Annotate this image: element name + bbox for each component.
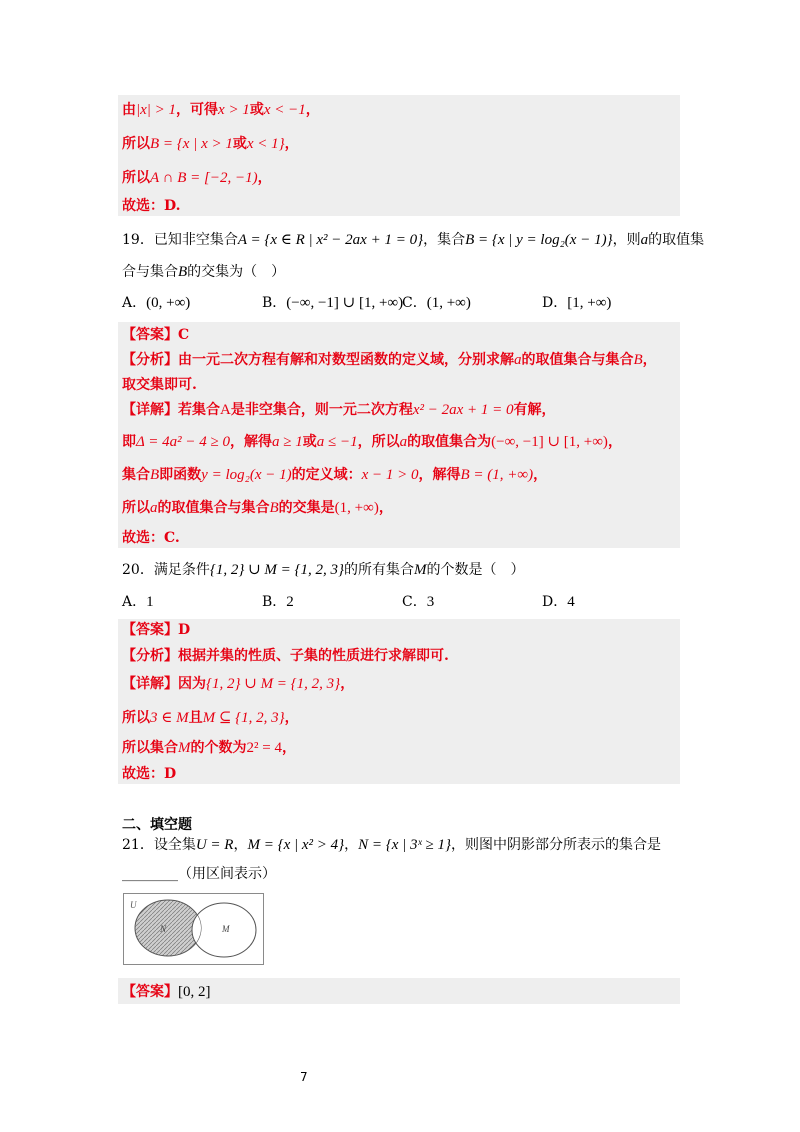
text: 的定义域： [291, 467, 362, 483]
option-a: A．(0, +∞) [122, 295, 191, 311]
analysis-line: 【分析】根据并集的性质、子集的性质进行求解即可. [122, 648, 449, 664]
text: ， [305, 102, 320, 118]
formula: a [399, 434, 408, 450]
formula: B [178, 264, 188, 280]
analysis-line [122, 350, 657, 370]
text: ， [284, 136, 299, 152]
text: 是非空集合，则一元二次方程 [230, 402, 413, 418]
formula: M [178, 740, 191, 756]
formula: N = {x | 3ˣ ≥ 1} [358, 837, 452, 853]
text: 即 [122, 434, 136, 450]
detail-line [122, 465, 547, 485]
formula: [0, 2] [178, 984, 211, 1000]
option-d: D．[1, +∞) [542, 295, 612, 311]
text: ， [378, 500, 393, 516]
label-u: U [130, 900, 137, 910]
text: 的取值集 [648, 232, 705, 248]
formula: Δ = 4a² − 4 ≥ 0 [136, 434, 231, 450]
formula: M [414, 562, 427, 578]
choice-line: 故选：D. [122, 198, 181, 214]
text: 的取值集合为 [407, 434, 492, 450]
set-n-circle [135, 900, 201, 956]
text: 20．满足条件 [122, 562, 210, 578]
answer-blank: ________ [122, 866, 178, 882]
text: ，集合 [423, 232, 466, 248]
answer-line [122, 982, 211, 1002]
text: 【分析】由一元二次方程有解和对数型函数的定义域，分别求解 [122, 352, 514, 368]
text: 【详解】若集合 [122, 402, 220, 418]
section-heading: 二、填空题 [122, 817, 192, 833]
formula: (−∞, −1] ∪ [1, +∞) [491, 434, 608, 450]
question-21-stem [122, 835, 661, 855]
formula: U = R [195, 837, 234, 853]
question-21-stem-cont [122, 864, 276, 884]
text: 所以 [122, 710, 150, 726]
answer-label: 【答案】C [122, 327, 190, 343]
formula: M = {x | x² > 4} [247, 837, 345, 853]
text: ，可得 [176, 102, 219, 118]
text: 合与集合 [122, 264, 178, 280]
formula: 2² = 4 [246, 740, 282, 756]
text: 【详解】因为 [122, 676, 206, 692]
text: ，则图中阴影部分所表示的集合是 [451, 837, 662, 853]
solution-line [122, 168, 272, 188]
formula: B = (1, +∞) [460, 467, 534, 483]
formula: a [640, 232, 649, 248]
text: 有解， [513, 402, 556, 418]
formula: B [633, 352, 643, 368]
formula: 3 ∈ M [150, 710, 189, 726]
formula: x < 1} [246, 136, 285, 152]
detail-line [122, 738, 296, 758]
text: 所以集合 [122, 740, 178, 756]
formula: a [150, 500, 158, 516]
choice-line: 故选：C. [122, 530, 180, 546]
text: ， [281, 740, 296, 756]
text: 所以 [122, 170, 150, 186]
formula: x − 1 > 0 [361, 467, 419, 483]
formula: (1, +∞) [334, 500, 379, 516]
text: 的所有集合 [344, 562, 415, 578]
solution-line [122, 134, 299, 154]
detail-line [122, 400, 556, 420]
page-number: 7 [300, 1070, 308, 1084]
option-a: A．1 [122, 594, 154, 610]
question-20-stem [122, 560, 525, 580]
text: 的个数是（ ） [426, 562, 525, 578]
text: 即函数 [159, 467, 202, 483]
detail-line [122, 674, 354, 694]
text: （用区间表示） [178, 866, 276, 882]
text: ， [344, 837, 359, 853]
text: 所以 [122, 136, 150, 152]
formula: x > 1 [218, 102, 250, 118]
text: 19．已知非空集合 [122, 232, 238, 248]
question-19-stem [122, 230, 704, 250]
text: ， [284, 710, 299, 726]
option-d: D．4 [542, 594, 575, 610]
formula: y = log₂(x − 1) [201, 467, 292, 483]
formula: x < −1 [263, 102, 306, 118]
formula: x² − 2ax + 1 = 0 [412, 402, 514, 418]
text: 所以 [122, 500, 150, 516]
formula: B = {x | x > 1 [150, 136, 233, 152]
text: 的交集是 [278, 500, 335, 516]
formula: {1, 2} ∪ M = {1, 2, 3} [206, 676, 341, 692]
text: ，则 [612, 232, 641, 248]
text: ，解得 [230, 434, 273, 450]
text: ， [607, 434, 622, 450]
formula: a ≥ 1 [272, 434, 303, 450]
text: 且 [188, 710, 203, 726]
text: 由 [122, 102, 136, 118]
text: 的取值集合与集合 [521, 352, 634, 368]
formula: A = {x ∈ R | x² − 2ax + 1 = 0} [237, 232, 424, 248]
formula: B = {x | y = log₂(x − 1)} [465, 232, 613, 248]
formula: A ∩ B = [−2, −1) [150, 170, 258, 186]
text: ， [233, 837, 248, 853]
formula: B [269, 500, 279, 516]
formula: |x| > 1 [136, 102, 177, 118]
text: 集合 [122, 467, 150, 483]
text: 的取值集合与集合 [157, 500, 270, 516]
text: 或 [302, 434, 317, 450]
text: 21．设全集 [122, 837, 196, 853]
text: ， [533, 467, 548, 483]
text: 的交集为（ ） [187, 264, 286, 280]
text: 或 [232, 136, 247, 152]
answer-block-20 [118, 619, 680, 784]
option-b: B．(−∞, −1] ∪ [1, +∞) [262, 295, 404, 311]
question-19-stem-cont [122, 262, 285, 282]
answer-label: 【答案】D [122, 622, 191, 638]
detail-line [122, 432, 622, 452]
option-b: B．2 [262, 594, 294, 610]
text: 或 [249, 102, 264, 118]
option-c: C．(1, +∞) [402, 295, 471, 311]
label-m: M [222, 924, 230, 934]
formula: A [220, 402, 231, 418]
text: ，解得 [418, 467, 461, 483]
detail-line [122, 498, 393, 518]
detail-line [122, 708, 299, 728]
solution-line [122, 100, 320, 120]
formula: M ⊆ {1, 2, 3} [202, 710, 285, 726]
venn-svg [124, 894, 263, 964]
choice-line: 故选：D [122, 766, 177, 782]
venn-diagram [123, 893, 264, 965]
formula: B [150, 467, 160, 483]
label-n: N [160, 924, 167, 934]
formula: a ≤ −1 [316, 434, 358, 450]
text: ， [340, 676, 355, 692]
option-c: C．3 [402, 594, 435, 610]
formula: a [514, 352, 522, 368]
answer-label: 【答案】 [122, 984, 178, 1000]
formula: {1, 2} ∪ M = {1, 2, 3} [209, 562, 345, 578]
analysis-line: 取交集即可. [122, 377, 197, 393]
text: 的个数为 [190, 740, 247, 756]
text: ，所以 [357, 434, 400, 450]
text: ， [257, 170, 272, 186]
text: ， [642, 352, 657, 368]
